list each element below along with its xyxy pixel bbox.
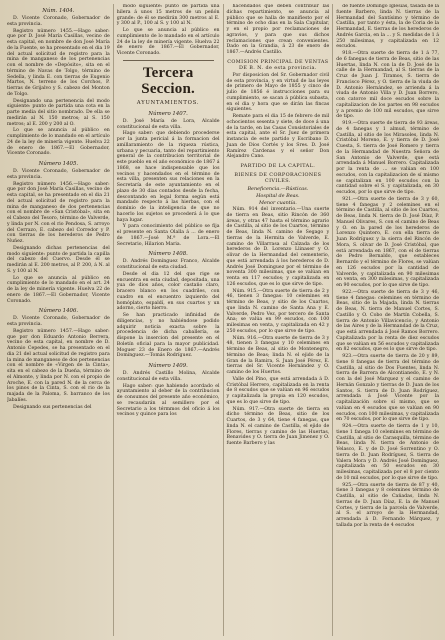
- paragraph: Registro número 1455.—Hago saber: que por D. José María Casillas, vecino de esta capital, en nombre de don José María de la Fuente, se ha presentado en el dia 19 del actual solicitud de registro para la mina de manganeso de los pertenencias con el nombre de «Depósito», sita en el término de Navas de Tolgo, término de Sedella, y linda E. con tierras de Eugenio Martos, N. terreno de los Corchos, P. tierras de Grijalvo y S. cabezo del Monton de Tolgo.: [7, 28, 110, 97]
- paragraph: Designando dichas pertenencias del modo siguiente: punto de partida la capilla del cabezo del Cuervo. Desde él se medirán al E. 200 metros, al P. 200, á N. al S. y 100 al N.: [7, 245, 110, 274]
- paragraph: Designando sus pertenencias del: [13, 404, 92, 410]
- paragraph: Lo que se anuncia al público en cumplimiento de lo mandado en el artículo 24 de la ley de minería vigente. Huelva 22 de enero de 1867.—El Gobernador, Vicente Coronado.: [7, 128, 110, 157]
- paragraph: D. Vicente Coronado, Gobernador de esta provincia.: [7, 16, 110, 27]
- paragraph: Hago saber: que habiendo acordado el ayuntamiento al deber de la contribucion de consumos del presente año económico, se recaudarán al semillero por el Secretario a los térmmos del oficio á los vecinos y quince para los: [116, 383, 220, 418]
- column-1: [7, 4, 110, 636]
- paragraph: D. Vicente Coronado, Gobernador de esta provincia.: [7, 316, 110, 327]
- column-2: [113, 4, 220, 636]
- paragraph: Núm. 916.—Otra suerte de tierra de 3 y 48, tienen 3 fanegas y 10 celemines en término de Beas, al sitio de Montenegro, término de Beas; linda N. el ejido de la Gran de la Ramira, S. Juan José Pérez, E. tierras del Sr. Vicente Hernández y O. camino de los Huertos.: [226, 335, 330, 375]
- paragraph: 918.—Otra suerte de tierra de 1 á 77, de 6 fanegas de tierra de Beas, sitio de las Huertas, linda N. con la de D. José de la calle de la Hermandad, al S. tierras de la Cruz de Juan J. Tiramos, S. tierra de Francisco Pérez, y O. tierra de la viuda de D. Antonio Hernández, se arrienda á la viuda de Antonio Villa y D. Juan Borrero, con catorce mil doce escudos sobre la capitalizacion de los partes en 98 escudos y a premio de 100 mil escudos, que sirve de tipo.: [336, 51, 439, 120]
- rule-divider: [123, 60, 214, 61]
- paragraph: 921.—Otra suerte de tierra de 3 y 60, tiene 4 fanegas y 2 celemines en el término de Castilla, al sitio de los Cuartos, de Beas, linda N. tierra de D. José Díaz, P. Manuel Olivares, S. con el camino de Beas y O. en la pared de los herederos de Lorenzo Quintero, E. con ella tierra de Juan Rodríguez y la sierra del Rincón de Mora, S. olivar de D. José Cristóbal, que está arrendada en 1867, con el de tierras de Pedro Bernaldo, que estableces Bernardo y el término de Flores, se valúan en 126 escudos por la cantidad de Valverde, y capitalizada en 90 milesimas en venta, en 300 milesimas, y capitalizada en 90 escudos, por lo que sirve de tipo.: [336, 196, 439, 288]
- notice-number: Número 1408.: [148, 251, 188, 258]
- paragraph: Registro número 1456.—Hago saber: que por don José María Casillas, vecino de esta capital, se ha presentado en el dia 21 del actual solicitud de registro para la mina de manganeso de dos pertenencias con el nombre de «San Cristóbal», sita en el Cabezo del Tesoro, término de Valverde, y linda por N. con el rio Pendosa, S. arroyo del Cerrazo, E. cabezo del Corredor y P. con tierras de los herederos de Pedro Nuñez.: [7, 181, 110, 244]
- paragraph: Valle del Pino, que está arrendada á D. Cristóbal Herrero, capitalizada en la renta de 8 escudos que se valúan en 96 escudos y capitalizada la propia en 120 escudos, que es lo que sirve de tipo.: [226, 376, 330, 405]
- subsection-heading: BIENES DE CORPORACIONES CIVILES.: [234, 172, 322, 184]
- paragraph: hacendados que deben contribuir las dichas repartimiento, se anuncia al público que se halla de manifiesto por el término de ocho dias en la Sala Capitular, y en el propio por reclamaciones de agravios, y para que sus dichos reclamaciones que crean convenientes. Dado en la Grandia, á 23 de enero de 1867.—Andrés Castillo.: [226, 4, 330, 55]
- italic-heading: Menor cuantía.: [258, 200, 297, 206]
- paragraph: Lo que se anuncia al público en cumplimiento de lo mandado en el artículo 24 de la ley de minería vigente. Huelva 22 de enero de 1867.—El Gobernador, Vicente Coronado.: [116, 28, 220, 56]
- paragraph: Núm. 917.—Otra suerte de tierra en dicho término de Beas, sitio de los Cuartos, de 3 y 64, tiene 4 fanegas, que linda N. el camino de Castilla, el ejido de Flores, tierras y camino de las Huertas, Benavides y O. tierra de Juan Jimenez y O. fuente Barbero y las: [226, 406, 330, 446]
- notice-number: Número 1409.: [148, 363, 188, 369]
- paragraph: 919.—Otra suerte de tierra de 93 áreas, de 4 fanegas y 1 almud, término de Castilla, al sitio de los Mirasoles, linda N. Cristóbal Moreno, E. y tierra de D. José Cuesta, S. tierra de José Romero y tierra de la Hermandad de Nuestra Señora de San Antonio de Valverde, que está arrendada á Manuel Borrero. Capitalizada por la renta de ... se valúan en 100 escudos, con la capitalizacion de sí mismo se capitalizan en 100 escudos con la cantidad sobre el S. y capitalizada, en 30 escudos, por lo que sirve de tipo.: [336, 121, 439, 195]
- paragraph: D. José María de Lora, Alcalde constitucional de esta villa.: [116, 118, 220, 130]
- section-title: Tercera Seccion.: [141, 64, 195, 97]
- column-3: [223, 4, 330, 636]
- section-heading: AYUNTAMIENTOS.: [136, 99, 200, 106]
- paragraph: Núm. 914 del inventario.—Una suerte de tierra en Beas, sitio Rincón de 360 áreas, y otras 47 hasta el término agrario de Castilla, al sitio de los Cuartos, término de Beas, linda N. camino de Segago y tierras de la Hermita de Valverde, E. camino de Villarrasa al Calzada de los herederos de D. Lorenzo Llinaser y O. olivar de la Hermandad del cementerio, que está arrendada á los herederos de D. Andrés José Dominguez por el término de noventa 300 milesimas, que se valúan en venta en 117 escudos; y capitalizada en 126 escudos, que es lo que sirve de tipo.: [226, 207, 330, 287]
- paragraph: Desde el dia 12 del que rige se encuentra en esta ciudad, depositada, una yua de dios años, color castaño claro, bracero blanco en los cuadriles, con cuadro en el encuentro izquierdo del homóplato, espaldí, en sus cuartos y un adorno, cierto hierro.: [116, 271, 220, 312]
- paragraph: de fuente Domingo Iglesias, tasada de la fuente Barbero, linda N. tierras de la Hermandad del Santísimo y término de Castilla, por tanto y ésta, la de Coria de la Hermandad, E. tierras de los herederos de Andrés Garcia, en la ... y S. medidas de 1 á 250 milesimas, y capitalizada en 12 escudos.: [336, 4, 439, 50]
- paragraph: 923.—Otra suerte de tierra de 20 y 89, tiene 8 fanegas de tierra del término de Castilla, al sitio de Dos Fuentes, linda N. tierra de Barrera de Alcontianedo, E. y N. con la del José Marquez y el camino de Hernán Gonzalo y tierras de D. Juan de los Santos, S. tierra de D. Juan Rodríguez, arrendada á José Vicente por la capitalización sobre sí mismo, que se valúan en 4 escudos que se valúan en 90 escudos, con 100 milesimas, y capitalizada en 70 escudos, por lo que sirve de tipo.: [336, 354, 439, 423]
- italic-heading: Hospital de Beas.: [256, 193, 300, 199]
- paragraph: D. Andrés Domínguez Franco, Alcalde constitucional de esta ciudad.: [116, 259, 220, 270]
- subsection-heading: PARTIDO DE LA CAPITAL.: [240, 163, 316, 169]
- paragraph: D. Andrés Castillo Molina, Alcalde constitucional de esta villa.: [116, 371, 220, 382]
- paragraph: modo siguiente: punto de partida una hilera á unos 15 metros de un peñón grande: de él se medirán 300 metros al E. y 300 al P., 100 al S. y 100 al N.: [116, 4, 220, 27]
- subsection-heading: COMISION PRINCIPAL DE VENTAS DE B. N. de esta provincia.: [227, 58, 329, 71]
- paragraph: 922.—Otra suerte de tierra de 3 y 46, tiene 4 fanegas: celemines en término de Beas, sitio de la Majada, linda N. tierras de Beas, N. tierra de Manuel Cortes, S. Castillo y O. Cobo de Martín Cobella, S. tierra de Antonio Villavicencio, y Antonio de las Aires y de la Hermandad de la Cruz, que está arrendada á José Ramos Borrero. Capitalizada por la renta de diez escudos que se valúan en 56 escudos y capitalizada en 82 escudos, que es lo que sirve de tipo.: [336, 289, 439, 353]
- paragraph: Registro número 1457.—Hago saber: que por don Eduardo Antonio Berrera, vecino de esta capital, en nombre de D. Antonio Cepedes, se ha presentado en el dia 21 del actual solicitud de registro para la mina de manganeso de dos pertenencias con el nombre de «Virgen de la Cinta», sita en el cabezo de la Dueña, término de el Almonte, y linda por N. con el propio de Aroche, E. con la pared N. de la cerca de los pinos de la Cinta, S. con el rio de la majada de la Paloma, S. barranco de los Jabalíes.: [7, 328, 110, 403]
- paragraph: Se han practicado infinidad de diligencias, y no habiéndose podido adquirir noticia exacta sobre la procedencia de dicha caballería, se dispone la insercion del presente en el Boletín oficial para la mayor publicidad. Moguer 23 de Enero de 1867.—Andrés Domínguez.—Tomás Rodríguez.: [116, 313, 220, 359]
- columns: [7, 4, 439, 636]
- paragraph: Por disposicion del Sr. Gobernador civil de esta provincia, y en virtud de las leyes de primero de Mayo de 1855 y cinco de julio de 1856 é instrucciones para su cumplimiento, se sacan á pública subasta, en el dia y hora que se dirán las fincas siguientes.: [226, 72, 330, 113]
- notice-number: Número 1406.: [38, 308, 79, 315]
- paragraph: D. Vicente Coronado, Gobernador de esta provincia.: [7, 169, 110, 180]
- paragraph: Y para conocimiento del público se fija el presente en Santa Olalla á ... de enero de 1867.—José M.ª de Lora.—El Secretario, Hilarion Maria.: [116, 224, 220, 247]
- paragraph: Remate para el dia 15 de febrero de mil ochocientos sesenta y siete, de doce á una de la tarde, en las Casas Consistoriales de esta capital, ante el Sr. Juez de primera instancia de este partido y Escribano D. Juan de Dios Cortés y los Sres. D. José Ramírez Cardenas y el señor Don Alejandro Cano.: [226, 114, 330, 160]
- italic-heading: Beneficencia.—Rústicas.: [247, 186, 309, 192]
- paragraph: 924.—Otra suerte de tierra de 1 y 10, tiene 1 fanega 10 celemines en término de Castilla, al sitio de Carasquilla, término de Beas, linda N. tierra de Antonio de Velasco, E. y de D. José Sorrentino y O. tierra de D. Juan Rodríguez, S. tierra de Valera Mora y D. Andrés José Domínguez, capitalizada en 50 escudos en 30 milesimas, capitalizada por el 8 por ciento de 10 mil escudos, por lo que sirve de tipo.: [336, 424, 439, 481]
- paragraph: Lo que se anuncia al público en cumplimiento de lo mandado en el art. 24 de la ley de minería vigente. Huelva 22 de enero de 1867.—El Gobernador, Vicente Coronado.: [7, 275, 110, 304]
- notice-number: Número 1407.: [148, 110, 188, 117]
- notice-number: Número 1405.: [38, 161, 79, 167]
- notice-number: Núm. 1404.: [42, 8, 75, 14]
- paragraph: Núm. 915.—Otra suerte de tierra de 2 y 46, tienen 3 fanegas: 10 celemines en término de Beas, y sitio de los Cuartos, que linda N. camino de Santa Ana y E. Valverde, Pedro Vez, por tercero de Santa Ana; se valúa en 99 escudos, con 100 milesimas en venta, y capitalizada en 42 y 250 escudos, por lo que sirve de tipo.: [226, 288, 330, 334]
- paragraph: Hago saber: que debiendo procederse por la junta pericial á la formacion del amillaramiento de la riqueza rústica, urbana y pecuaria, tanto del repartimiento general de la contribucion territorial de este pueblo en el año económico de 1867 á 1868, se hace indispensable que los vecinos y hacendados en el término de esta villa, presenten sus relaciones en la Secretaría de este ayuntamiento en el plazo de 30 dias contados desde la fecha, descontando en legal forma según está mandado respecto á las hierbas, con el dominio de la inteligencia de que no hacerlo los sujetos se procederá á lo que haya lugar.: [116, 131, 220, 223]
- paragraph: 925.—Otra suerte de tierra de 87 y 40, tiene 3 fanegas y 8 celemines término de Castilla, al sitio de Cañadas, linda N. tierras de D. Juan Díaz, E. la de Manuel Cortes, y tierra de la parcela de Valverde, al S. el arroyo de la Hermandad, arrendada á D. Fernando Márquez, y tallada por la renta de 4 escudos: [336, 482, 439, 528]
- column-4: [332, 4, 439, 636]
- paragraph: Designando una pertenencia del modo siguiente: punto de partida una cota en la parte media del sitio nombrado. De ella se medirán al N. 150 metros; al S. 150 metros; al E. 200 y 200 al O.: [7, 98, 110, 127]
